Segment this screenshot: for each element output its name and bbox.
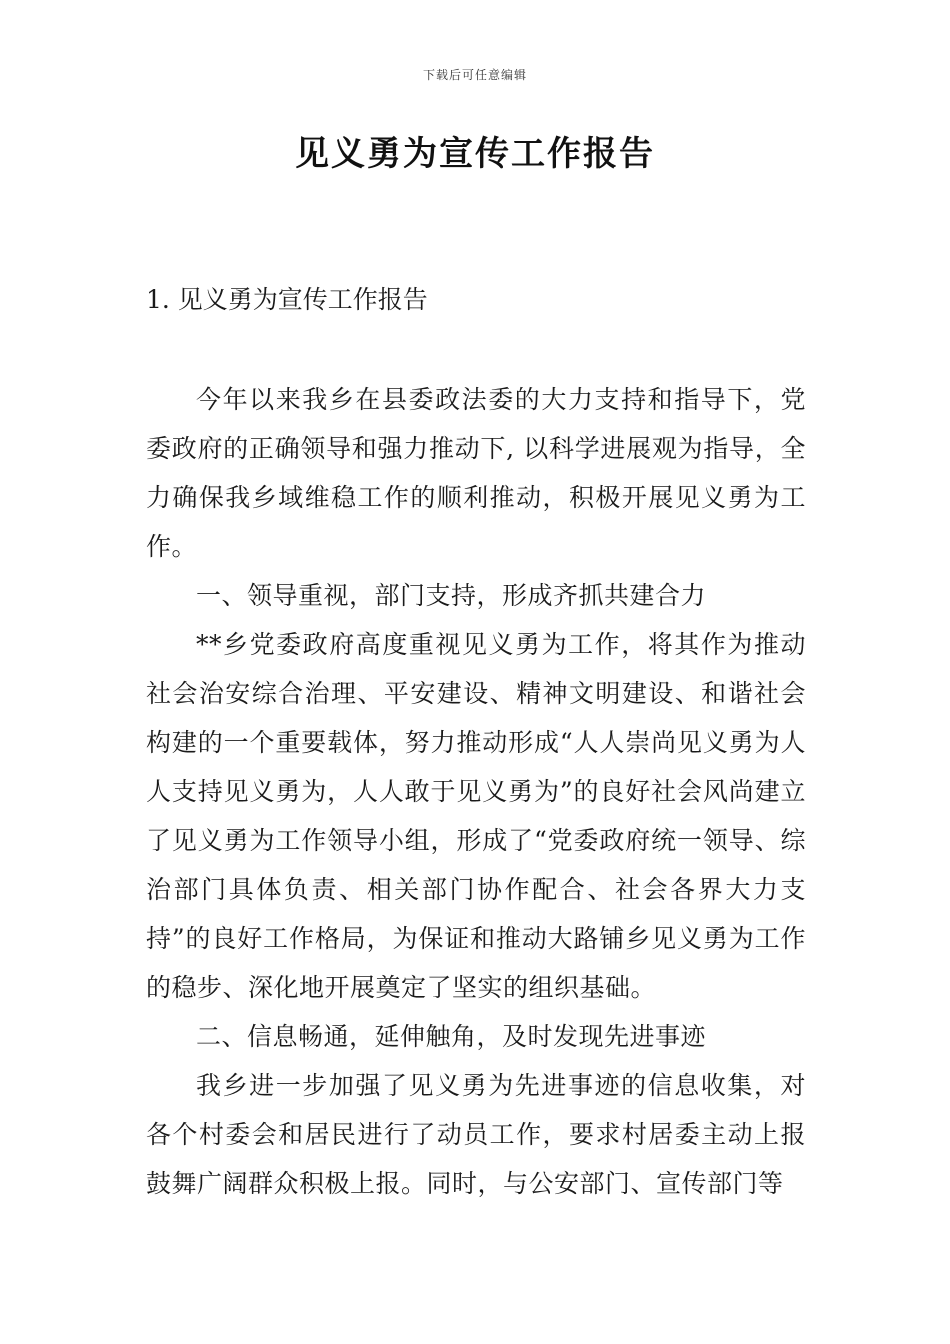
document-body [146, 375, 806, 1208]
paragraph-subheading-2: 二、信息畅通，延伸触角，及时发现先进事迹 [196, 1022, 707, 1051]
paragraph-intro: 今年以来我乡在县委政法委的大力支持和指导下，党委政府的正确领导和强力推动下, 以科学进展观为指导，全力确保我乡域维稳工作的顺利推动，积极开展见义勇为工作。 [146, 385, 806, 561]
paragraph-information: 我乡进一步加强了见义勇为先进事迹的信息收集，对各个村委会和居民进行了动员工作，要求村居委主动上报鼓舞广阔群众积极上报。同时，与公安部门、宣传部门等 [146, 1071, 806, 1198]
section-heading: 1. 见义勇为宣传工作报告 [146, 285, 428, 314]
document-title: 见义勇为宣传工作报告 [295, 134, 655, 174]
paragraph-leadership: **乡党委政府高度重视见义勇为工作，将其作为推动社会治安综合治理、平安建设、精神文明建设、和谐社会构建的一个重要载体，努力推动形成“人人崇尚见义勇为人人支持见义勇为，人人敢于见义勇为”的良好社会风尚建立了见义勇为工作领导小组，形成了“党委政府统一领导、综治部门具体负责、相关部门协作配合、社会各界大力支持”的良好工作格局，为保证和推动大路铺乡见义勇为工作的稳步、深化地开展奠定了坚实的组织基础。 [146, 630, 806, 1002]
paragraph-subheading-1: 一、领导重视，部门支持，形成齐抓共建合力 [196, 581, 707, 610]
page-header-note: 下载后可任意编辑 [422, 68, 527, 82]
